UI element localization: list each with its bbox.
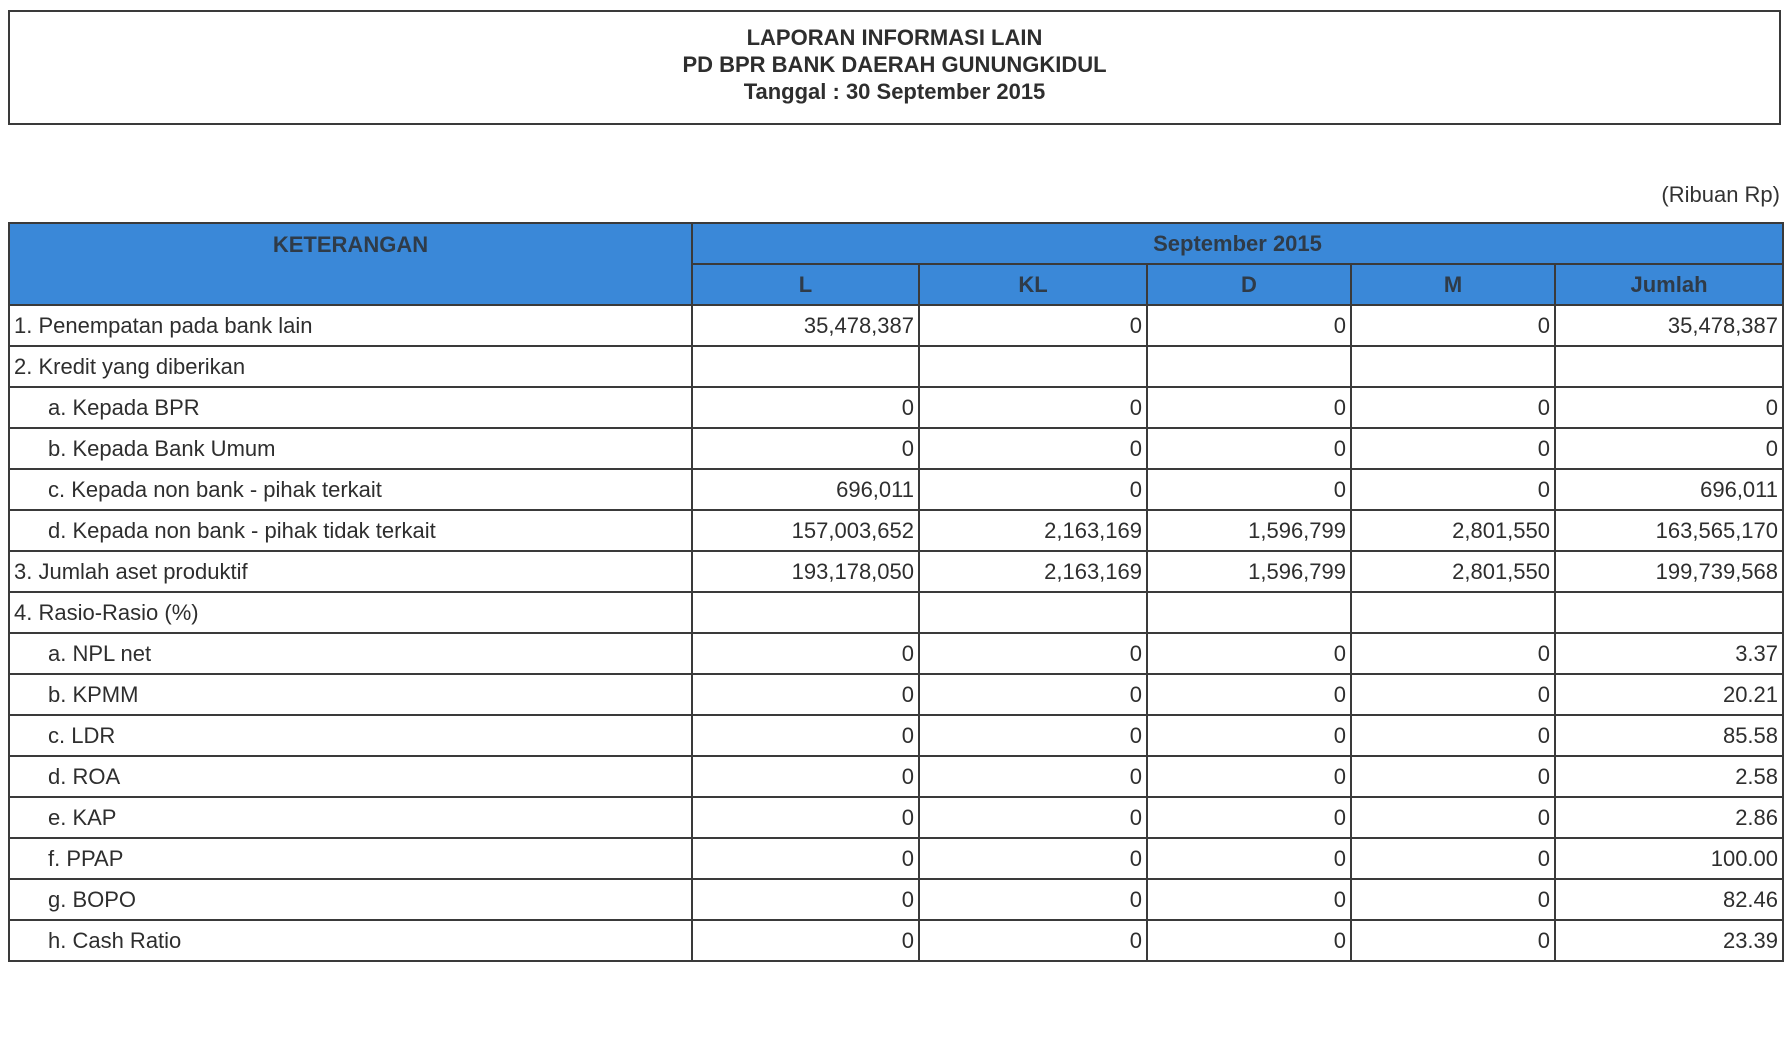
- cell-m: 0: [1351, 797, 1555, 838]
- cell-jumlah: 2.86: [1555, 797, 1783, 838]
- row-label: h. Cash Ratio: [9, 920, 692, 961]
- cell-l: 0: [692, 633, 919, 674]
- table-row: [9, 715, 1783, 756]
- cell-kl: 0: [919, 879, 1147, 920]
- cell-l: 0: [692, 838, 919, 879]
- cell-kl: 0: [919, 838, 1147, 879]
- cell-jumlah: 0: [1555, 387, 1783, 428]
- cell-d: [1147, 346, 1351, 387]
- report-header: [8, 10, 1781, 125]
- cell-jumlah: 0: [1555, 428, 1783, 469]
- table-row: [9, 756, 1783, 797]
- cell-m: [1351, 592, 1555, 633]
- row-label: 2. Kredit yang diberikan: [9, 346, 692, 387]
- cell-kl: 0: [919, 920, 1147, 961]
- cell-l: [692, 346, 919, 387]
- table-body: [9, 305, 1783, 961]
- table-row: [9, 510, 1783, 551]
- cell-d: 0: [1147, 469, 1351, 510]
- row-label: f. PPAP: [9, 838, 692, 879]
- cell-m: 2,801,550: [1351, 510, 1555, 551]
- cell-l: [692, 592, 919, 633]
- cell-m: 0: [1351, 674, 1555, 715]
- cell-kl: 0: [919, 469, 1147, 510]
- cell-l: 0: [692, 797, 919, 838]
- cell-kl: 2,163,169: [919, 551, 1147, 592]
- cell-m: 0: [1351, 428, 1555, 469]
- table-row: [9, 346, 1783, 387]
- row-label: c. LDR: [9, 715, 692, 756]
- cell-m: 0: [1351, 387, 1555, 428]
- cell-kl: 0: [919, 715, 1147, 756]
- header-col-l: L: [692, 264, 919, 305]
- table-row: [9, 674, 1783, 715]
- cell-kl: 2,163,169: [919, 510, 1147, 551]
- table-row: [9, 797, 1783, 838]
- row-label: a. NPL net: [9, 633, 692, 674]
- cell-jumlah: 2.58: [1555, 756, 1783, 797]
- cell-l: 696,011: [692, 469, 919, 510]
- cell-m: 0: [1351, 920, 1555, 961]
- table-row: [9, 305, 1783, 346]
- cell-d: 0: [1147, 428, 1351, 469]
- cell-d: 0: [1147, 838, 1351, 879]
- cell-d: 0: [1147, 715, 1351, 756]
- report-title: LAPORAN INFORMASI LAIN: [746, 25, 1043, 50]
- cell-l: 0: [692, 756, 919, 797]
- table-row: [9, 838, 1783, 879]
- cell-d: 1,596,799: [1147, 510, 1351, 551]
- cell-kl: 0: [919, 674, 1147, 715]
- row-label: 4. Rasio-Rasio (%): [9, 592, 692, 633]
- cell-d: [1147, 592, 1351, 633]
- row-label: g. BOPO: [9, 879, 692, 920]
- report-date: Tanggal : 30 September 2015: [743, 79, 1046, 104]
- cell-jumlah: 696,011: [1555, 469, 1783, 510]
- row-label: d. ROA: [9, 756, 692, 797]
- report-table: [8, 222, 1784, 962]
- row-label: c. Kepada non bank - pihak terkait: [9, 469, 692, 510]
- cell-jumlah: 85.58: [1555, 715, 1783, 756]
- row-label: e. KAP: [9, 797, 692, 838]
- row-label: b. KPMM: [9, 674, 692, 715]
- cell-d: 1,596,799: [1147, 551, 1351, 592]
- row-label: 1. Penempatan pada bank lain: [9, 305, 692, 346]
- cell-l: 35,478,387: [692, 305, 919, 346]
- table-row: [9, 592, 1783, 633]
- table-row: [9, 879, 1783, 920]
- header-period: September 2015: [692, 223, 1783, 264]
- cell-l: 0: [692, 920, 919, 961]
- cell-l: 0: [692, 674, 919, 715]
- cell-d: 0: [1147, 305, 1351, 346]
- cell-jumlah: 100.00: [1555, 838, 1783, 879]
- cell-d: 0: [1147, 879, 1351, 920]
- cell-m: 0: [1351, 756, 1555, 797]
- cell-m: [1351, 346, 1555, 387]
- table-row: [9, 920, 1783, 961]
- row-label: b. Kepada Bank Umum: [9, 428, 692, 469]
- table-row: [9, 387, 1783, 428]
- cell-d: 0: [1147, 387, 1351, 428]
- cell-jumlah: 82.46: [1555, 879, 1783, 920]
- cell-jumlah: [1555, 346, 1783, 387]
- cell-m: 2,801,550: [1351, 551, 1555, 592]
- cell-d: 0: [1147, 797, 1351, 838]
- cell-m: 0: [1351, 838, 1555, 879]
- cell-jumlah: 199,739,568: [1555, 551, 1783, 592]
- cell-kl: 0: [919, 387, 1147, 428]
- row-label: a. Kepada BPR: [9, 387, 692, 428]
- header-col-jumlah: Jumlah: [1555, 264, 1783, 305]
- row-label: d. Kepada non bank - pihak tidak terkait: [9, 510, 692, 551]
- cell-d: 0: [1147, 920, 1351, 961]
- cell-kl: 0: [919, 797, 1147, 838]
- cell-jumlah: [1555, 592, 1783, 633]
- cell-l: 157,003,652: [692, 510, 919, 551]
- cell-d: 0: [1147, 756, 1351, 797]
- cell-l: 0: [692, 428, 919, 469]
- table-row: [9, 633, 1783, 674]
- cell-kl: 0: [919, 756, 1147, 797]
- cell-d: 0: [1147, 633, 1351, 674]
- table-row: [9, 469, 1783, 510]
- unit-note: (Ribuan Rp): [1661, 182, 1780, 207]
- table-row: [9, 428, 1783, 469]
- cell-m: 0: [1351, 879, 1555, 920]
- header-col-d: D: [1147, 264, 1351, 305]
- cell-kl: 0: [919, 305, 1147, 346]
- header-col-kl: KL: [919, 264, 1147, 305]
- table-row: [9, 551, 1783, 592]
- cell-l: 193,178,050: [692, 551, 919, 592]
- cell-m: 0: [1351, 469, 1555, 510]
- cell-d: 0: [1147, 674, 1351, 715]
- cell-jumlah: 20.21: [1555, 674, 1783, 715]
- cell-m: 0: [1351, 305, 1555, 346]
- cell-jumlah: 163,565,170: [1555, 510, 1783, 551]
- cell-jumlah: 35,478,387: [1555, 305, 1783, 346]
- cell-m: 0: [1351, 715, 1555, 756]
- header-col-m: M: [1351, 264, 1555, 305]
- cell-kl: 0: [919, 633, 1147, 674]
- cell-jumlah: 3.37: [1555, 633, 1783, 674]
- cell-kl: [919, 592, 1147, 633]
- header-keterangan: KETERANGAN: [9, 223, 692, 305]
- cell-kl: 0: [919, 428, 1147, 469]
- cell-jumlah: 23.39: [1555, 920, 1783, 961]
- cell-m: 0: [1351, 633, 1555, 674]
- cell-l: 0: [692, 387, 919, 428]
- cell-l: 0: [692, 715, 919, 756]
- row-label: 3. Jumlah aset produktif: [9, 551, 692, 592]
- bank-name: PD BPR BANK DAERAH GUNUNGKIDUL: [682, 52, 1107, 77]
- cell-kl: [919, 346, 1147, 387]
- cell-l: 0: [692, 879, 919, 920]
